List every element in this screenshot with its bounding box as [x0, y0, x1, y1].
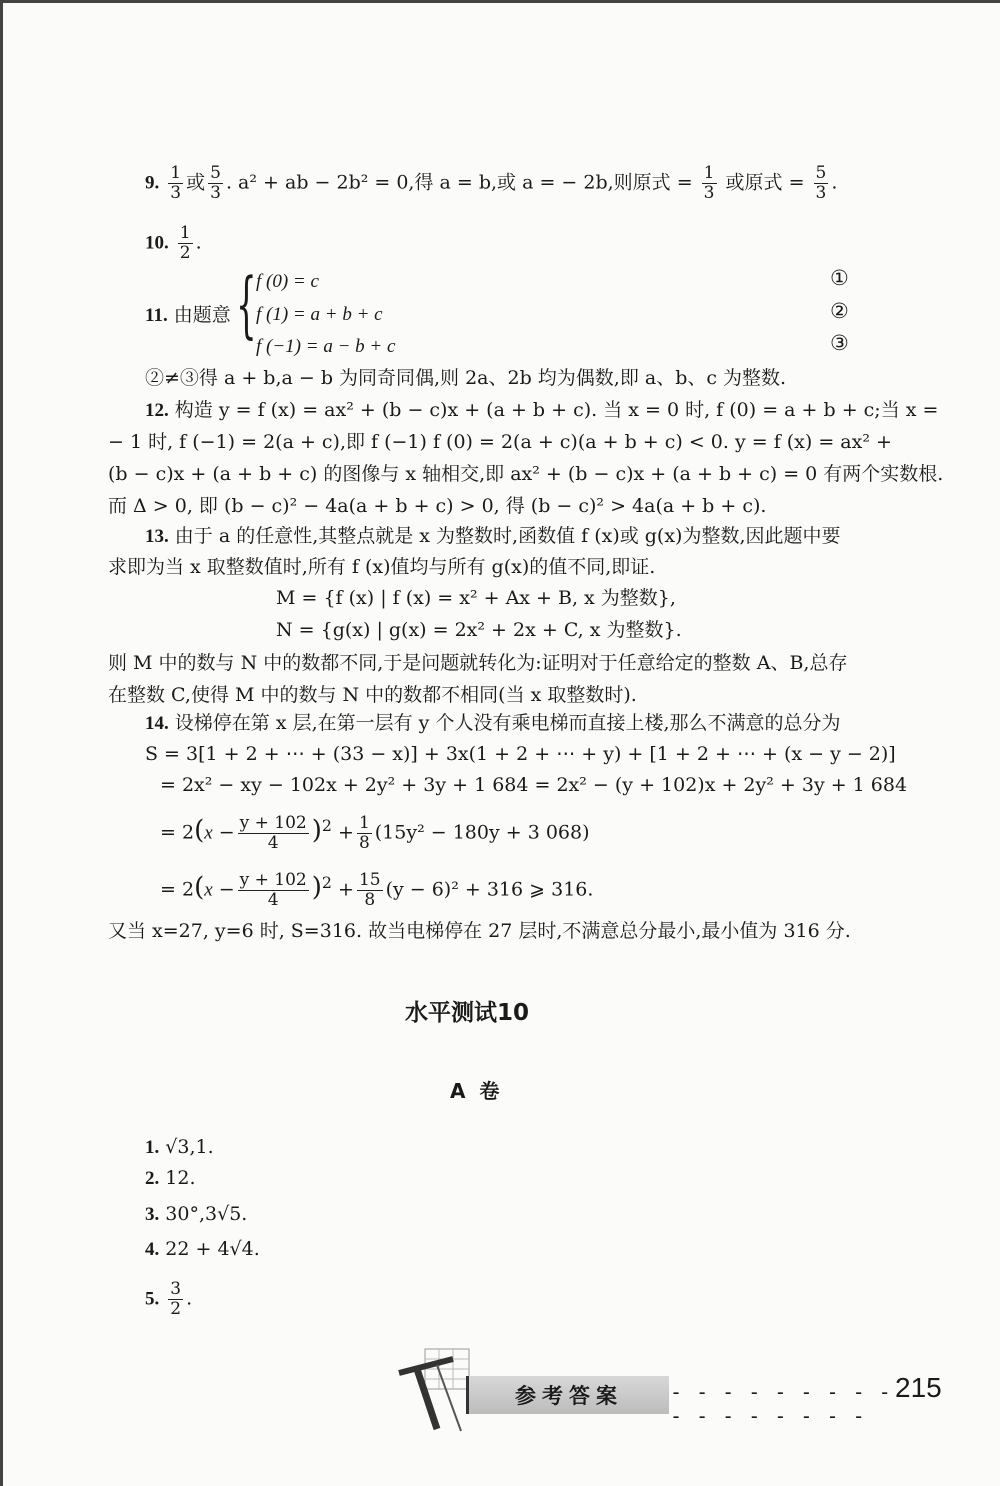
denominator: 3: [815, 183, 827, 203]
fraction: [814, 164, 829, 203]
answer-10: [145, 224, 202, 263]
numerator: y + 102: [239, 869, 307, 890]
fraction: [238, 814, 309, 853]
fraction: [168, 164, 183, 203]
text: 由于 a 的任意性,其整点就是 x 为整数时,函数值 f (x)或 g(x)为整数,因此题中要: [174, 525, 841, 547]
text: 由题意: [173, 304, 231, 326]
answer-number: 4.: [145, 1239, 160, 1260]
footer-dash-leader: - - - - - - - - - - - - - - - - -: [670, 1380, 892, 1428]
set-m-definition: M = {f (x) | f (x) = x² + Ax + B, x 为整数},: [276, 587, 676, 609]
answer-11-conclusion: ②≠③得 a + b,a − b 为同奇同偶,则 2a、2b 均为偶数,即 a、b、c 为整数.: [145, 367, 787, 389]
answer-number: 9.: [145, 172, 160, 194]
answer-12-line-1: [145, 396, 938, 425]
denominator: 2: [170, 1299, 182, 1319]
text: = 2: [160, 821, 195, 844]
denominator: 8: [364, 889, 376, 910]
answer-number: 10.: [145, 232, 169, 254]
text: (y − 6)² + 316 ⩾ 316.: [385, 878, 594, 901]
numerator: y + 102: [239, 812, 307, 833]
page-number: 215: [895, 1372, 942, 1403]
answer-number: 11.: [145, 305, 168, 326]
answer-text: √3,1.: [165, 1136, 214, 1158]
text: .: [831, 171, 838, 194]
denominator: 8: [358, 832, 370, 853]
answer-number: 13.: [145, 526, 169, 547]
set-n-definition: N = {g(x) | g(x) = 2x² + 2x + C, x 为整数}.: [276, 619, 682, 641]
text: +: [338, 878, 354, 901]
answer-14-line-2: S = 3[1 + 2 + ⋯ + (33 − x)] + 3x(1 + 2 + ⋯ + y) + [1 + 2 + ⋯ + (x − y − 2)]: [145, 743, 896, 765]
answer-14-conclusion: 又当 x=27, y=6 时, S=316. 故当电梯停在 27 层时,不满意总分最小,最小值为 316 分.: [108, 920, 851, 942]
denominator: 4: [267, 889, 279, 910]
text: 或: [186, 171, 206, 194]
numerator: 5: [815, 163, 827, 183]
text: . a² + ab − 2b² = 0,得 a = b,或 a = − 2b,则原式 =: [225, 171, 699, 194]
answer-text: 30°,3√5.: [165, 1203, 248, 1225]
text: 设梯停在第 x 层,在第一层有 y 个人没有乘电梯而直接上楼,那么不满意的总分为: [174, 712, 841, 734]
answer-13-line-1: [145, 522, 841, 551]
answer-text: 12.: [165, 1167, 196, 1189]
system-equation-2: f (1) = a + b + c: [256, 304, 383, 325]
fraction: [702, 164, 717, 203]
answer-number: 2.: [145, 1168, 160, 1189]
numerator: 15: [358, 869, 381, 890]
text: +: [338, 821, 354, 844]
denominator: 3: [703, 183, 715, 203]
fraction: [357, 814, 372, 853]
footer-section-label: 参考答案: [466, 1376, 669, 1414]
answer-14-line-5: = 2(x − $\frac{y + 102}{4}$ )$^2$ + $\frac{15}{8}$ (y − 6)² + 316 ⩾ 316.: [160, 869, 594, 910]
numerator: 5: [210, 163, 221, 183]
denominator: 3: [170, 183, 182, 203]
answer-14-line-4: = 2(x − $\frac{y + 102}{4}$ )$^2$ + $\frac{1}{8}$ (15y² − 180y + 3 068): [160, 812, 590, 853]
answer-number: 1.: [145, 1137, 160, 1158]
short-answer-2: [145, 1164, 196, 1193]
fraction: [238, 871, 309, 910]
answer-13-line-6: 在整数 C,使得 M 中的数与 N 中的数都不相同(当 x 取整数时).: [108, 684, 637, 706]
marker-2: ②: [830, 299, 849, 323]
fraction: [168, 1280, 183, 1319]
answer-12-line-2: − 1 时, f (−1) = 2(a + c),即 f (−1) f (0) = 2(a + c)(a + b + c) < 0. y = f (x) = ax² +: [108, 431, 892, 453]
text: (15y² − 180y + 3 068): [374, 821, 590, 844]
answer-11-label: [145, 301, 231, 330]
answer-12-line-3: (b − c)x + (a + b + c) 的图像与 x 轴相交,即 ax² + (b − c)x + (a + b + c) = 0 有两个实数根.: [108, 463, 944, 485]
numerator: 1: [358, 812, 370, 833]
answer-13-line-5: 则 M 中的数与 N 中的数都不同,于是问题就转化为:证明对于任意给定的整数 A、B,总存: [108, 652, 848, 674]
numerator: 3: [170, 1279, 182, 1299]
text: = 2: [160, 878, 195, 901]
left-brace: {: [236, 262, 257, 346]
marker-3: ③: [830, 331, 849, 355]
ruler-pencil-icon: [395, 1345, 475, 1440]
answer-14-line-3: = 2x² − xy − 102x + 2y² + 3y + 1 684 = 2x² − (y + 102)x + 2y² + 3y + 1 684: [160, 774, 908, 796]
system-equation-3: f (−1) = a − b + c: [256, 336, 396, 357]
answer-14-line-1: [145, 709, 841, 738]
short-answer-5: [145, 1280, 192, 1319]
short-answer-4: [145, 1235, 260, 1264]
fraction: [178, 224, 193, 263]
text: 或原式 =: [719, 171, 811, 194]
section-subtitle: A 卷: [450, 1079, 500, 1103]
text: 构造 y = f (x) = ax² + (b − c)x + (a + b + c). 当 x = 0 时, f (0) = a + b + c;当 x =: [174, 399, 939, 421]
answer-9: [145, 164, 837, 203]
denominator: 4: [267, 832, 279, 853]
fraction: [208, 164, 223, 203]
marker-1: ①: [830, 266, 849, 290]
answer-number: 3.: [145, 1204, 160, 1225]
answer-number: 5.: [145, 1288, 160, 1310]
numerator: 1: [170, 163, 182, 183]
system-equation-1: f (0) = c: [256, 271, 319, 292]
answer-number: 12.: [145, 400, 169, 421]
answer-text: 22 + 4√4.: [165, 1238, 260, 1260]
answer-12-line-4: 而 Δ > 0, 即 (b − c)² − 4a(a + b + c) > 0, 得 (b − c)² > 4a(a + b + c).: [108, 495, 767, 517]
numerator: 1: [703, 163, 715, 183]
text: .: [195, 231, 202, 254]
answer-number: 14.: [145, 713, 169, 734]
section-title: 水平测试10: [405, 1000, 530, 1026]
fraction: [357, 871, 383, 910]
short-answer-3: [145, 1200, 247, 1229]
short-answer-1: [145, 1133, 214, 1162]
denominator: 3: [210, 183, 221, 203]
answer-13-line-2: 求即为当 x 取整数值时,所有 f (x)值均与所有 g(x)的值不同,即证.: [108, 556, 656, 578]
text: .: [186, 1287, 193, 1310]
denominator: 2: [179, 243, 191, 263]
numerator: 1: [179, 223, 191, 243]
